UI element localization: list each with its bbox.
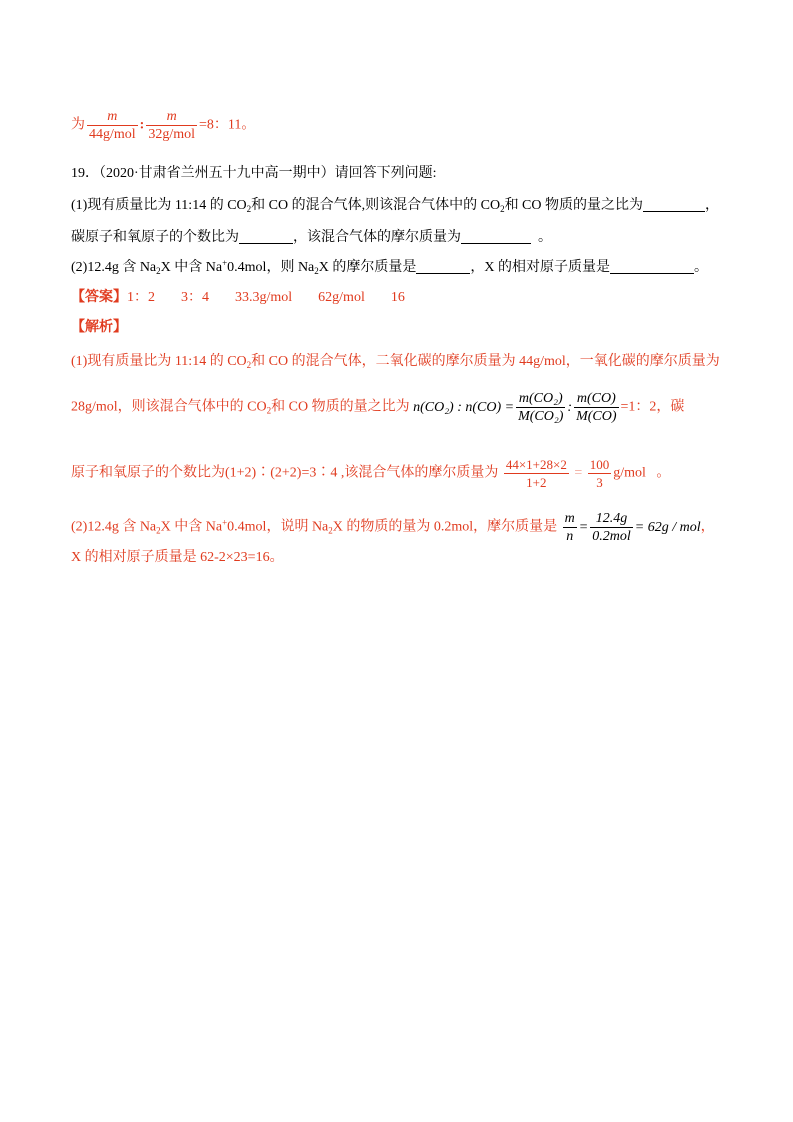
answer-blank[interactable] (643, 197, 705, 212)
fraction: $\frac{44\times 1+28\times 2}{1+2}$ (505, 457, 567, 490)
equation-mole-ratio: n(CO₂) : n(CO) = $\frac{\text{m(CO₂)}}{\text{M(CO₂)}}$ : $\frac{m(CO)}{M(CO)}$ (413, 391, 617, 424)
fraction: $\frac{m}{\text{44g/mol}}$ (89, 109, 136, 142)
analysis-line3: 原子和氧原子的个数比为(1+2)∶(2+2)=3∶4 ,该混合气体的摩尔质量为 $\frac{44\times 1+28\times 2}{1+2}$ = $\frac{100}{3}$ g/mol 。 (71, 457, 671, 490)
fraction: $\frac{m(CO)}{M(CO)}$ (576, 391, 617, 424)
text: 为 (71, 117, 85, 133)
fraction: $\frac{100}{3}$ (589, 457, 610, 490)
analysis-line1: (1)现有质量比为 11:14 的 $CO_2$和 CO 的混合气体，二氧化碳的摩尔质量为 44g/mol，一氧化碳的摩尔质量为 (71, 354, 720, 370)
fraction: $\frac{12.4g}{\text{0.2mol}}$ (592, 511, 631, 544)
analysis-line2: 28g/mol，则该混合气体中的 $CO_2$和 CO 物质的量之比为 n(CO₂) : n(CO) = $\frac{\text{m(CO₂)}}{\text{M(CO₂)}}$ : $\frac{m(CO)}{M(CO)}$ =1：2，碳 (71, 391, 685, 424)
equation-molar-mass: $\frac{m}{n}$ = $\frac{12.4g}{\text{0.2mol}}$ = 62g / mol (564, 511, 701, 544)
answer-blank[interactable] (239, 229, 293, 244)
analysis-line4: (2)12.4g 含 $Na_2X$ 中含 Na+0.4mol，说明 $Na_2X$ 的物质的量为 0.2mol，摩尔质量是 $\frac{m}{n}$ = $\frac{12.4g}{\text{0.2mol}}$ = 62g / mol， (71, 511, 715, 544)
question-part1-line1: (1)现有质量比为 11:14 的 $CO_2$和 CO 的混合气体,则该混合气体中的 $CO_2$和 CO 物质的量之比为 ， (71, 198, 720, 214)
analysis-label: 【解析】 (71, 320, 127, 335)
question-part2: (2)12.4g 含 $Na_2X$ 中含 Na+0.4mol，则 $Na_2X$ 的摩尔质量是 ，X 的相对原子质量是 。 (71, 258, 709, 276)
answer-blank[interactable] (461, 229, 531, 244)
answer-blank[interactable] (416, 259, 470, 274)
analysis-line5: X 的相对原子质量是 62-2×23=16。 (71, 550, 284, 565)
answer-blank[interactable] (610, 259, 694, 274)
fraction: $\frac{\text{m(CO₂)}}{\text{M(CO₂)}}$ (518, 391, 564, 424)
answer-line: 【答案】1：2 3：4 33.3g/mol 62g/mol 16 (71, 290, 405, 305)
fraction: $\frac{m}{n}$ (564, 511, 575, 544)
answer-label: 【答案】 (71, 290, 127, 305)
previous-answer-tail: 为 $\frac{m}{\text{44g/mol}}$ : $\frac{m}{\text{32g/mol}}$ =8：11。 (71, 109, 256, 142)
question-part1-line2: 碳原子和氧原子的个数比为 ，该混合气体的摩尔质量为 。 (71, 230, 552, 245)
question-heading: 19．（2020·甘肃省兰州五十九中高一期中）请回答下列问题: (71, 166, 437, 181)
fraction: $\frac{m}{\text{32g/mol}}$ (148, 109, 196, 142)
